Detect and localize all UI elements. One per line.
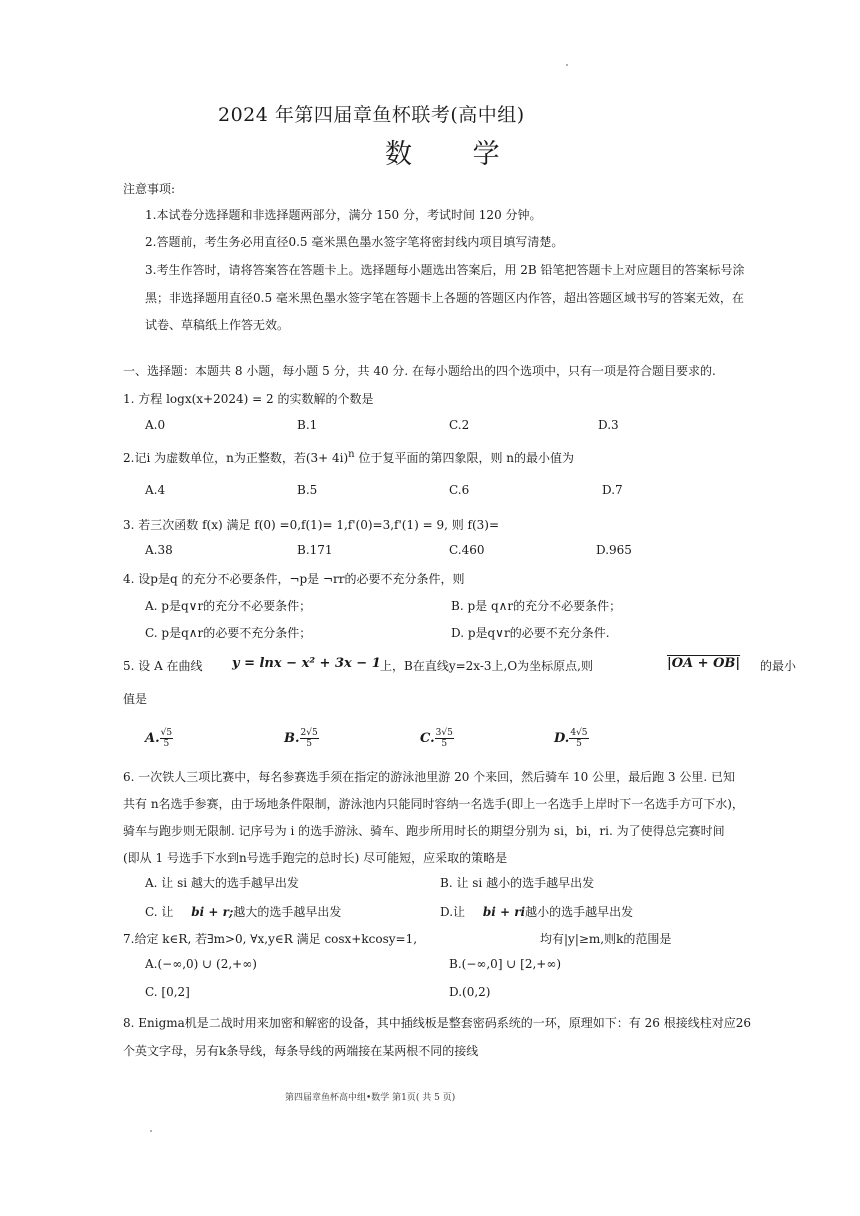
question-5-stem: 5. 设 A 在曲线 xyxy=(123,659,203,673)
q6-option-c xyxy=(145,903,341,920)
q2-stem-part: 位于复平面的第四象限，则 n的最小值为 xyxy=(354,451,574,465)
q3-option-d: D.965 xyxy=(596,543,632,557)
q6-option-text: 越大的选手越早出发 xyxy=(233,905,342,919)
question-6-line: 骑车与跑步则无限制. 记序号为 i 的选手游泳、骑车、跑步所用时长的期望分别为 si，bi，ri. 为了使得总完赛时间 xyxy=(123,824,725,838)
notice-item: 黑；非选择题用直径0.5 毫米黑色墨水签字笔在答题卡上各题的答题区内作答，超出答题区域书写的答案无效，在 xyxy=(145,291,744,305)
notice-item: 试卷、草稿纸上作答无效。 xyxy=(145,318,290,332)
question-6-line: 共有 n名选手参赛，由于场地条件限制，游泳池内只能同时容纳一名选手(即上一名选手上岸时下一名选手方可下水)， xyxy=(123,797,744,811)
notice-item: 1.本试卷分选择题和非选择题两部分，满分 150 分，考试时间 120 分钟。 xyxy=(145,208,542,222)
fraction xyxy=(160,728,173,749)
q5-option-a xyxy=(145,728,173,749)
q6-option-math: bi + ri xyxy=(482,905,526,919)
numerator: 4√5 xyxy=(570,728,588,738)
q2-option-a: A.4 xyxy=(145,483,166,497)
denominator: 5 xyxy=(576,739,582,749)
q7-option-a: A.(−∞,0) ∪ (2,+∞) xyxy=(145,957,257,971)
q5-option-d xyxy=(554,728,589,749)
fraction xyxy=(300,728,319,749)
section-heading: 一、选择题：本题共 8 小题，每小题 5 分，共 40 分. 在每小题给出的四个选项中，只有一项是符合题目要求的. xyxy=(123,364,716,378)
numerator: 2√5 xyxy=(300,728,318,738)
q4-option-b: B. p是 q∧r的充分不必要条件； xyxy=(451,599,622,613)
q6-option-text: 越小的选手越早出发 xyxy=(525,905,634,919)
denominator: 5 xyxy=(441,739,448,749)
q1-option-c: C.2 xyxy=(449,418,470,432)
q5-vector-text: |OA + OB| xyxy=(667,656,741,671)
q2-stem-part: 2.记i 为虚数单位，n为正整数，若(3+ 4i) xyxy=(123,451,349,465)
q1-option-b: B.1 xyxy=(297,418,318,432)
q5-option-b xyxy=(284,728,319,749)
option-letter: D. xyxy=(554,731,570,746)
question-7-stem: 7.给定 k∈R, 若∃m>0, ∀x,y∈R 满足 cosx+kcosy=1, xyxy=(123,932,418,946)
option-letter: A. xyxy=(145,731,160,746)
q3-option-a: A.38 xyxy=(145,543,173,557)
numerator: √5 xyxy=(160,728,173,738)
question-6-line: (即从 1 号选手下水到n号选手跑完的总时长) 尽可能短，应采取的策略是 xyxy=(123,851,508,865)
question-5-stem: 值是 xyxy=(123,692,148,706)
question-8-line: 8. Enigma机是二战时用来加密和解密的设备，其中插线板是整套密码系统的一环，原理如下：有 26 根接线柱对应26 xyxy=(123,1016,751,1030)
q7-option-b: B.(−∞,0] ∪ [2,+∞) xyxy=(449,957,562,971)
question-4-stem: 4. 设p是q 的充分不必要条件，¬p是 ¬rr的必要不充分条件，则 xyxy=(123,572,465,586)
q3-option-b: B.171 xyxy=(297,543,333,557)
q1-option-d: D.3 xyxy=(598,418,619,432)
page-footer: 第四届章鱼杯高中组•数学 第1页( 共 5 页) xyxy=(285,1093,456,1103)
question-8-line: 个英文字母，另有k条导线，每条导线的两端接在某两根不同的接线 xyxy=(123,1044,479,1058)
q4-option-d: D. p是q∨r的必要不充分条件. xyxy=(451,626,610,640)
q6-option-text: D.让 xyxy=(440,905,466,919)
q6-option-b: B. 让 si 越小的选手越早出发 xyxy=(440,876,595,890)
q5-curve-equation: y = lnx − x² + 3x − 1 xyxy=(232,656,381,671)
q2-option-c: C.6 xyxy=(449,483,470,497)
notice-item: 3.考生作答时，请将答案答在答题卡上。选择题每小题选出答案后，用 2B 铅笔把答题卡上对应题目的答案标号涂 xyxy=(145,263,745,277)
q6-option-math: bi + r; xyxy=(191,905,234,919)
q4-option-c: C. p是q∧r的必要不充分条件； xyxy=(145,626,312,640)
denominator: 5 xyxy=(163,739,170,749)
q1-option-a: A.0 xyxy=(145,418,166,432)
q3-option-c: C.460 xyxy=(449,543,485,557)
question-7-stem: 均有|y|≥m,则k的范围是 xyxy=(540,932,672,946)
subject-title: 数 学 xyxy=(385,139,526,170)
option-letter: B. xyxy=(284,731,300,746)
question-1-stem: 1. 方程 logx(x+2024) = 2 的实数解的个数是 xyxy=(123,392,374,406)
q7-option-c: C. [0,2] xyxy=(145,985,190,999)
notice-item: 2.答题前，考生务必用直径0.5 毫米黑色墨水签字笔将密封线内项目填写清楚。 xyxy=(145,235,564,249)
q2-option-d: D.7 xyxy=(602,483,623,497)
fraction xyxy=(435,728,454,749)
exam-title: 2024 年第四届章鱼杯联考(高中组) xyxy=(218,104,525,126)
fraction xyxy=(569,728,588,749)
notice-heading: 注意事项: xyxy=(123,182,176,196)
scan-dot xyxy=(566,64,568,66)
question-5-stem: 上，B在直线y=2x-3上,O为坐标原点,则 xyxy=(380,659,594,673)
q5-option-c xyxy=(420,728,454,749)
question-5-stem: 的最小 xyxy=(760,659,797,673)
q6-option-d xyxy=(440,903,633,920)
q2-option-b: B.5 xyxy=(297,483,318,497)
q4-option-a: A. p是q∨r的充分不必要条件； xyxy=(145,599,312,613)
question-2-stem xyxy=(123,449,574,466)
scan-dot xyxy=(150,1130,152,1132)
q5-vector-expression xyxy=(667,656,740,671)
option-letter: C. xyxy=(420,731,435,746)
denominator: 5 xyxy=(306,739,312,749)
q6-option-text: C. 让 xyxy=(145,905,174,919)
q2-exponent: n xyxy=(348,449,355,460)
question-3-stem: 3. 若三次函数 f(x) 满足 f(0) =0,f(1)= 1,f'(0)=3,f'(1) = 9, 则 f(3)= xyxy=(123,518,500,532)
question-6-line: 6. 一次铁人三项比赛中，每名参赛选手须在指定的游泳池里游 20 个来回，然后骑车 10 公里，最后跑 3 公里. 已知 xyxy=(123,770,735,784)
numerator: 3√5 xyxy=(435,728,453,738)
q6-option-a: A. 让 si 越大的选手越早出发 xyxy=(145,876,299,890)
q7-option-d: D.(0,2) xyxy=(449,985,491,999)
